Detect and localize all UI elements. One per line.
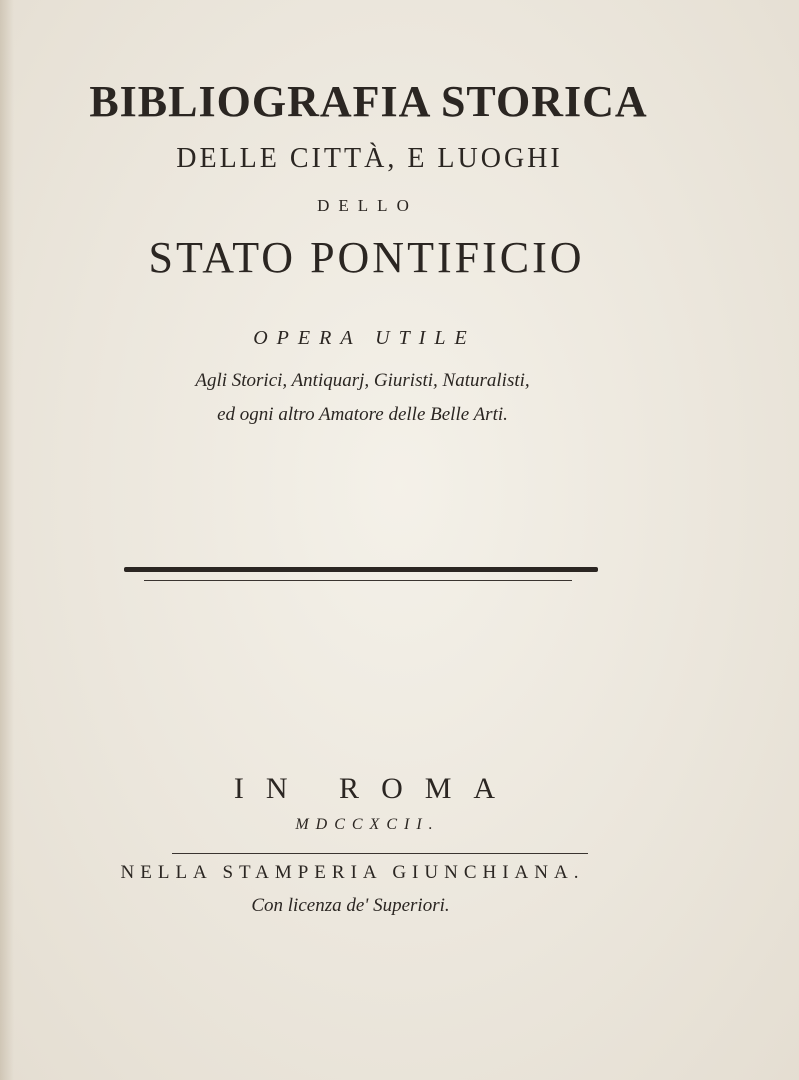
- imprint-year: MDCCXCII.: [295, 816, 440, 833]
- subtitle: OPERA UTILE: [253, 327, 476, 349]
- imprint-divider: [172, 853, 588, 854]
- title-line-4: STATO PONTIFICIO: [148, 233, 585, 282]
- thin-divider: [144, 580, 572, 581]
- imprint-place: IN ROMA: [233, 772, 518, 805]
- description-line-2: ed ogni altro Amatore delle Belle Arti.: [217, 404, 508, 425]
- title-line-2: DELLE CITTÀ, E LUOGHI: [176, 143, 563, 174]
- description-line-1: Agli Storici, Antiquarj, Giuristi, Naturalisti,: [195, 370, 530, 391]
- imprint-printer: NELLA STAMPERIA GIUNCHIANA.: [120, 862, 585, 883]
- imprint-license: Con licenza de' Superiori.: [251, 895, 450, 916]
- title-line-1: BIBLIOGRAFIA STORICA: [89, 77, 648, 126]
- title-line-3: DELLO: [317, 196, 418, 215]
- thick-divider: [124, 567, 598, 572]
